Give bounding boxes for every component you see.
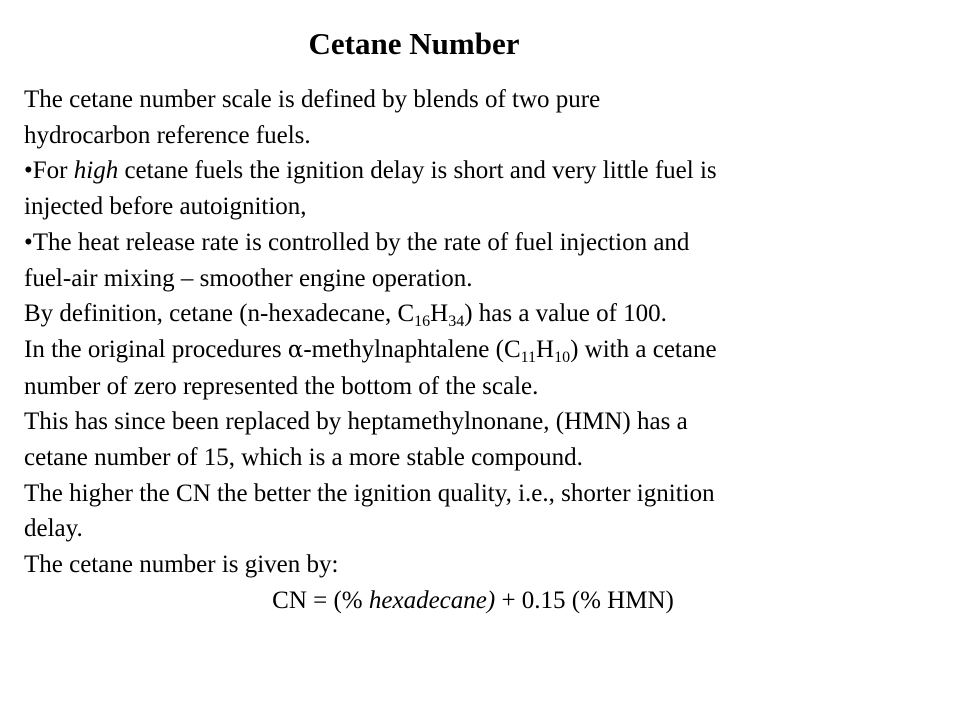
slide-body (24, 82, 944, 619)
bullet-mark: • (24, 228, 33, 256)
original-sub-11: 11 (520, 348, 537, 366)
formula-pre: CN = (% (272, 586, 369, 614)
definition-sub-16: 16 (414, 313, 431, 331)
cetane-definition (24, 296, 944, 332)
intro-line-2: hydrocarbon reference fuels. (24, 121, 311, 149)
original-post: ) with a cetane (570, 335, 717, 363)
replaced-line-1: This has since been replaced by heptamethylnonane, (HMN) has a (24, 408, 688, 436)
definition-h: H (430, 300, 449, 328)
original-procedure (24, 332, 944, 369)
formula-emphasis: hexadecane) (368, 586, 496, 614)
bullet-high-emphasis: high (73, 157, 119, 185)
bullet-high-post: cetane fuels the ignition delay is short and very little fuel is (118, 157, 717, 185)
definition-sub-34: 34 (448, 313, 465, 331)
given-by: The cetane number is given by: (24, 551, 339, 579)
original-line-2: number of zero represented the bottom of the scale. (24, 372, 539, 400)
intro-line-1: The cetane number scale is defined by blends of two pure (24, 86, 601, 113)
alpha-symbol: α (287, 336, 304, 363)
bullet-heat-release (24, 225, 944, 261)
original-h: H (536, 335, 555, 363)
higher-cn-line-2: delay. (24, 515, 83, 543)
higher-cn-line-1: The higher the CN the better the ignition quality, i.e., shorter ignition (24, 479, 715, 507)
original-sub-10: 10 (554, 348, 571, 366)
slide-title: Cetane Number (308, 26, 520, 61)
formula-post: + 0.15 (% HMN) (495, 586, 674, 614)
bullet-heat-line-1: The heat release rate is controlled by the rate of fuel injection and (32, 228, 690, 256)
bullet-high-cetane (24, 153, 944, 189)
original-mid: -methylnaphtalene (C (303, 335, 521, 363)
definition-post: ) has a value of 100. (464, 300, 667, 328)
definition-pre: By definition, cetane (n-hexadecane, C (24, 300, 415, 328)
replaced-line-2: cetane number of 15, which is a more stable compound. (24, 444, 583, 472)
bullet-high-line-2: injected before autoignition, (24, 193, 307, 221)
original-pre: In the original procedures (24, 335, 288, 363)
bullet-mark: • (24, 157, 33, 185)
cetane-formula (24, 583, 922, 619)
bullet-high-pre: For (32, 157, 74, 185)
bullet-heat-line-2: fuel-air mixing – smoother engine operation. (24, 264, 473, 292)
